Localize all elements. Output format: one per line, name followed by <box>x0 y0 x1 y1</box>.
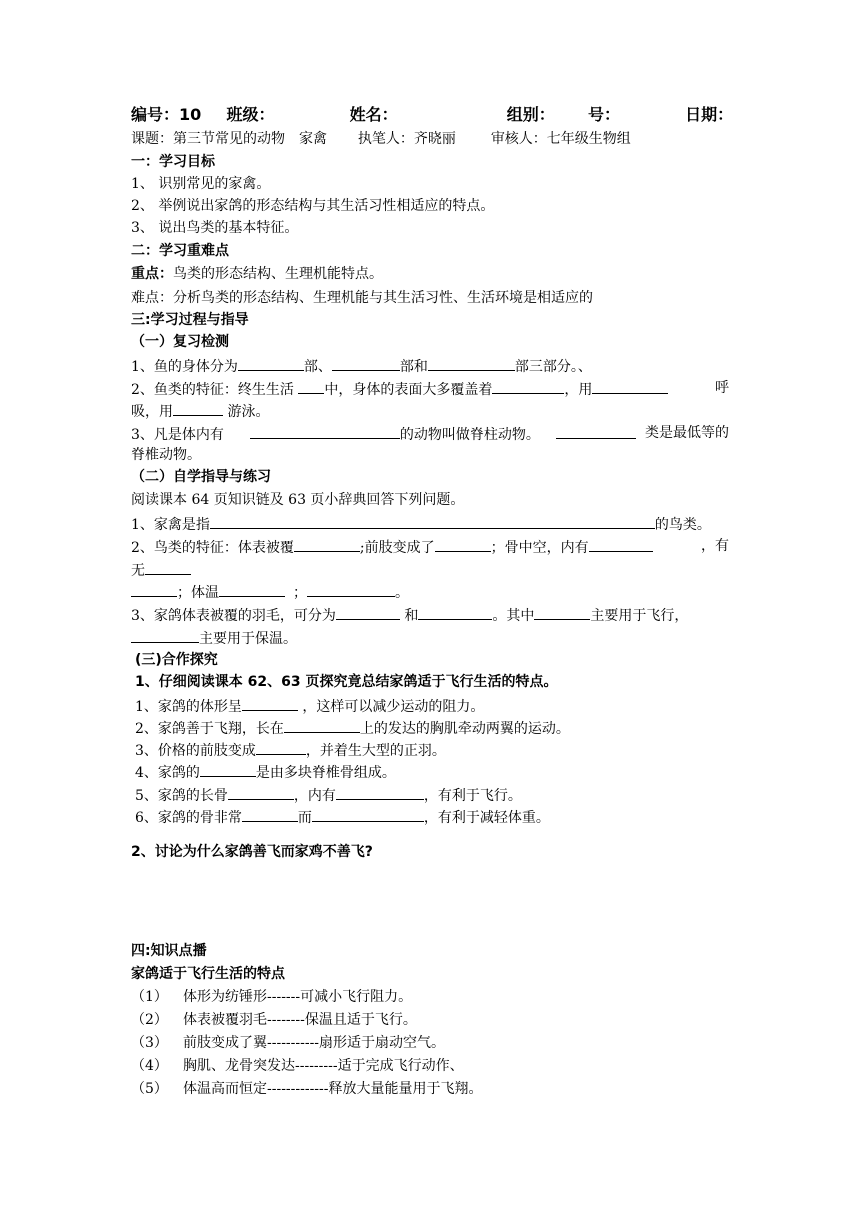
answer-blank[interactable] <box>336 604 400 620</box>
cooperate-item <box>135 806 550 828</box>
knowledge-item-text: 胸肌、龙骨突发达---------适于完成飞行动作、 <box>183 1058 464 1074</box>
selfstudy-q3-text: 主要用于保温。 <box>199 631 297 647</box>
cooperate-item-text: 4、家鸽的 <box>135 765 200 781</box>
cooperate-item-text: 3、价格的前肢变成 <box>135 743 256 759</box>
selfstudy-q2-text: ； <box>293 585 307 601</box>
answer-blank[interactable] <box>228 784 294 800</box>
knowledge-item <box>131 1056 464 1076</box>
cooperate-title: (三)合作探究 <box>135 652 218 668</box>
answer-blank[interactable] <box>492 378 564 394</box>
selfstudy-q2-text: 2、鸟类的特征：体表被覆 <box>131 540 294 556</box>
knowledge-item-number: （4） <box>131 1058 168 1074</box>
cooperate-q2-title: 2、讨论为什么家鸽善飞而家鸡不善飞? <box>131 844 373 860</box>
answer-blank[interactable] <box>589 536 653 552</box>
answer-blank[interactable] <box>200 761 256 777</box>
review-q3-text: 的动物叫做脊柱动物。 <box>399 427 540 443</box>
knowledge-item-number: （3） <box>131 1035 168 1051</box>
section-4-subtitle: 家鸽适于飞行生活的特点 <box>131 966 285 982</box>
answer-blank[interactable] <box>242 695 298 711</box>
answer-blank[interactable] <box>238 355 304 371</box>
key-point-label: 重点： <box>131 266 173 282</box>
selfstudy-q3-line2 <box>131 627 297 649</box>
review-q3-text: 3、凡是体内有 <box>131 427 224 443</box>
answer-blank[interactable] <box>145 559 191 575</box>
cooperate-item-text: 而 <box>297 810 312 826</box>
knowledge-item <box>131 1079 483 1099</box>
selfstudy-q2-text: ;前肢变成了 <box>359 540 435 556</box>
review-q3-text: 类是最低等的 <box>645 425 729 441</box>
review-q1-text: 部、 <box>303 359 332 375</box>
answer-blank[interactable] <box>312 806 424 822</box>
answer-blank[interactable] <box>298 378 324 394</box>
date-field: 日期： <box>685 105 734 124</box>
selfstudy-q2-line1 <box>131 536 729 558</box>
knowledge-item-number: （2） <box>131 1012 168 1028</box>
cooperate-item-text: 6、家鸽的骨非常 <box>135 810 242 826</box>
review-q1-text: 部三部分。、 <box>514 359 592 375</box>
answer-blank[interactable] <box>534 604 590 620</box>
cooperate-item-text: 1、家鸽的体形呈 <box>135 699 242 715</box>
answer-blank[interactable] <box>256 739 306 755</box>
knowledge-item <box>131 1033 445 1053</box>
selfstudy-q1-text: 的鸟类。 <box>654 517 711 533</box>
review-q1 <box>131 355 592 377</box>
cooperate-item-text: 上的发达的胸肌牵动两翼的运动。 <box>359 721 570 737</box>
knowledge-item-text: 体温高而恒定-------------释放大量能量用于飞翔。 <box>183 1081 483 1097</box>
author-text: 执笔人：齐晓丽 <box>357 131 456 147</box>
section-3-title: 三:学习过程与指导 <box>131 312 249 328</box>
selfstudy-q2-text: ；体温 <box>177 585 219 601</box>
selfstudy-q3-text: 和 <box>399 608 419 624</box>
worksheet-header <box>131 105 733 125</box>
selfstudy-q1 <box>131 513 711 535</box>
selfstudy-q2-text: 无 <box>131 563 145 579</box>
cooperate-item <box>135 761 396 783</box>
knowledge-item-number: （5） <box>131 1081 168 1097</box>
review-q3-line1 <box>131 423 729 445</box>
knowledge-item-text: 体形为纺锤形-------可减小飞行阻力。 <box>183 989 413 1005</box>
selfstudy-q3-text: 3、家鸽体表被覆的羽毛，可分为 <box>131 608 336 624</box>
cooperate-item-text: ，有利于减轻体重。 <box>423 810 550 826</box>
selfstudy-q2-text: ，有 <box>701 538 729 554</box>
section-2-title: 二：学习重难点 <box>131 243 229 259</box>
answer-blank[interactable] <box>131 581 177 597</box>
key-point <box>131 264 383 284</box>
number-field: 编号：10 <box>131 105 202 124</box>
review-q3-line2: 脊椎动物。 <box>131 447 201 463</box>
knowledge-item-text: 前肢变成了翼-----------扇形适于扇动空气。 <box>183 1035 446 1051</box>
cooperate-item <box>135 784 522 806</box>
answer-blank[interactable] <box>556 423 636 439</box>
selfstudy-q2-text: ；骨中空，内有 <box>490 540 589 556</box>
seat-field: 号： <box>587 105 620 124</box>
cooperate-item-text: ，内有 <box>293 788 336 804</box>
review-q2-line1 <box>131 378 729 400</box>
answer-blank[interactable] <box>336 784 424 800</box>
answer-blank[interactable] <box>435 536 491 552</box>
answer-blank[interactable] <box>418 604 492 620</box>
topic-line <box>131 129 631 149</box>
cooperate-item <box>135 695 484 717</box>
selfstudy-q2-line3 <box>131 581 409 603</box>
review-q1-text: 1、鱼的身体分为 <box>131 359 238 375</box>
review-q2-text: 游泳。 <box>223 404 270 420</box>
answer-blank[interactable] <box>294 536 360 552</box>
selfstudy-q3-text: 。其中 <box>492 608 535 624</box>
selfstudy-q1-text: 1、家禽是指 <box>131 517 210 533</box>
answer-blank[interactable] <box>592 378 668 394</box>
cooperate-item-text: 5、家鸽的长骨 <box>135 788 228 804</box>
objective-3: 3、 说出鸟类的基本特征。 <box>131 220 299 236</box>
topic-text: 课题：第三节常见的动物 家禽 <box>131 131 327 147</box>
class-field: 班级： <box>226 105 275 124</box>
selfstudy-q3-text: 主要用于飞行， <box>590 608 689 624</box>
cooperate-item <box>135 717 570 739</box>
section-4-title: 四:知识点播 <box>131 943 207 959</box>
answer-blank[interactable] <box>219 581 285 597</box>
selfstudy-q2-line2 <box>131 559 191 581</box>
cooperate-item-text: ，这样可以减少运动的阻力。 <box>297 699 485 715</box>
review-q2-text: 吸，用 <box>131 404 173 420</box>
knowledge-item-text: 体表被覆羽毛--------保温且适于飞行。 <box>183 1012 417 1028</box>
selfstudy-q2-text: 。 <box>395 585 409 601</box>
cooperate-q1-title: 1、仔细阅读课本 62、63 页探究竟总结家鸽适于飞行生活的特点。 <box>135 674 558 690</box>
cooperate-item-text: ，有利于飞行。 <box>423 788 522 804</box>
answer-blank[interactable] <box>242 806 298 822</box>
review-title: （一）复习检测 <box>131 334 229 350</box>
answer-blank[interactable] <box>173 400 223 416</box>
knowledge-item <box>131 987 412 1007</box>
group-field: 组别： <box>506 105 555 124</box>
review-q2-text: 2、鱼类的特征：终生生活 <box>131 382 299 398</box>
cooperate-item <box>135 739 446 761</box>
cooperate-item-text: 2、家鸽善于飞翔，长在 <box>135 721 284 737</box>
answer-blank[interactable] <box>250 423 400 439</box>
answer-blank[interactable] <box>284 717 360 733</box>
knowledge-item <box>131 1010 417 1030</box>
selfstudy-intro: 阅读课本 64 页知识链及 63 页小辞典回答下列问题。 <box>131 492 465 508</box>
answer-blank[interactable] <box>131 627 199 643</box>
objective-2: 2、 举例说出家鸽的形态结构与其生活习性相适应的特点。 <box>131 198 495 214</box>
section-1-title: 一：学习目标 <box>131 154 215 170</box>
cooperate-item-text: ，并着生大型的正羽。 <box>305 743 446 759</box>
knowledge-item-number: （1） <box>131 989 168 1005</box>
answer-blank[interactable] <box>428 355 515 371</box>
review-q2-line2 <box>131 400 269 422</box>
review-q1-text: 部和 <box>399 359 428 375</box>
difficult-point: 难点：分析鸟类的形态结构、生理机能与其生活习性、生活环境是相适应的 <box>131 290 593 306</box>
reviewer-text: 审核人：七年级生物组 <box>490 131 631 147</box>
selfstudy-title: （二）自学指导与练习 <box>131 469 271 485</box>
cooperate-item-text: 是由多块脊椎骨组成。 <box>255 765 396 781</box>
review-q2-text: 呼 <box>715 380 729 396</box>
answer-blank[interactable] <box>307 581 395 597</box>
answer-blank[interactable] <box>332 355 400 371</box>
key-point-text: 鸟类的形态结构、生理机能特点。 <box>173 266 383 282</box>
name-field: 姓名： <box>349 105 398 124</box>
review-q2-text: ，用 <box>564 382 593 398</box>
objective-1: 1、 识别常见的家禽。 <box>131 176 271 192</box>
answer-blank[interactable] <box>210 513 655 529</box>
selfstudy-q3-line1 <box>131 604 688 626</box>
review-q2-text: 中，身体的表面大多覆盖着 <box>324 382 493 398</box>
